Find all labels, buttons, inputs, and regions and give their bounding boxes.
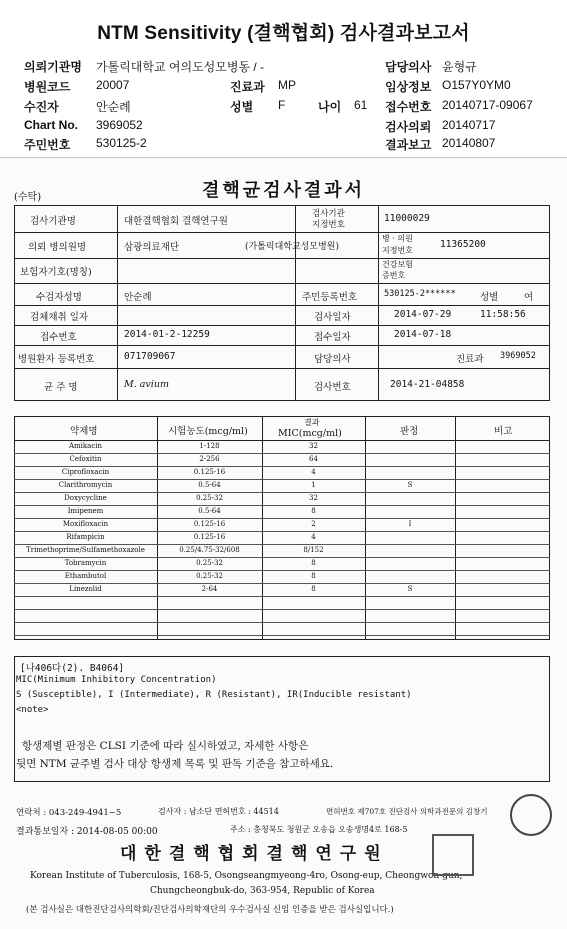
- label-test-date: 검사일자: [314, 312, 351, 323]
- value-dept: 3969052: [500, 351, 536, 361]
- value-test-date: 2014-07-29: [394, 309, 452, 320]
- receipt-mark: (수탁): [14, 192, 42, 203]
- label-dept: 진료과: [456, 354, 484, 365]
- header-label-age: 나이: [318, 100, 342, 114]
- label-health-2: 증번호: [382, 271, 406, 280]
- notes-line3: <note>: [16, 705, 49, 715]
- value-patient: 안순례: [124, 292, 152, 303]
- value-designated-no: 11000029: [384, 213, 430, 224]
- info-col-line: [117, 205, 118, 401]
- drug-row-line: [14, 570, 550, 571]
- header-label-report: 결과보고: [385, 138, 432, 152]
- header-label-rrn: 주민번호: [24, 138, 71, 152]
- header-value-chart: 3969052: [96, 118, 143, 132]
- drug-row-line: [14, 453, 550, 454]
- label-receipt-date: 접수일자: [314, 332, 351, 343]
- label-patient: 수검자성명: [36, 292, 82, 303]
- drug-row-line: [14, 557, 550, 558]
- drug-conc: 0.125-16: [193, 533, 226, 541]
- drug-conc: 0.25-32: [196, 494, 223, 502]
- header-value-code: 20007: [96, 78, 130, 92]
- drug-row-line: [14, 518, 550, 519]
- footer-notify-date: 결과통보일자 : 2014-08-05 00:00: [16, 827, 158, 837]
- drug-col-line: [365, 416, 366, 640]
- label-health-1: 건강보험: [382, 260, 413, 269]
- value-rrn: 530125-2******: [384, 289, 456, 299]
- drug-mic: 8: [311, 572, 316, 580]
- drug-mic: 8: [311, 585, 316, 593]
- drug-row-line: [14, 492, 550, 493]
- drug-mic: 32: [309, 442, 318, 450]
- header-label-patient: 수진자: [24, 100, 59, 114]
- value-req-hospital-sub: (가톨릭대학교성모병원): [245, 242, 339, 252]
- footer-address-en: Chungcheongbuk-do, 363-954, Republic of Korea: [150, 886, 375, 896]
- drug-name: Cefoxitin: [69, 455, 102, 463]
- label-insured: 보험자기호(명칭): [20, 267, 92, 278]
- value-species: M. avium: [124, 379, 169, 390]
- header-label-request: 검사의뢰: [385, 120, 432, 134]
- label-test-no: 검사번호: [314, 382, 351, 393]
- drug-row-line: [14, 635, 550, 636]
- label-designated-2: 지정번호: [312, 220, 345, 230]
- header-value-sex: F: [278, 98, 286, 112]
- notes-line2: S (Susceptible), I (Intermediate), R (Resistant), IR(Inducible resistant): [16, 690, 412, 700]
- info-grid: [14, 205, 550, 401]
- label-species: 균 주 명: [44, 382, 78, 393]
- drug-name: Ciprofloxacin: [61, 468, 110, 476]
- header-value-age: 61: [354, 98, 368, 112]
- info-row-line: [14, 368, 550, 369]
- header-value-doctor: 윤형규: [442, 60, 477, 74]
- notes-line5: 뒷면 NTM 균주별 검사 대상 항생제 목록 및 판독 기준을 참고하세요.: [16, 758, 334, 770]
- drug-row-line: [14, 596, 550, 597]
- notes-code: [나406다(2). B4064]: [20, 663, 125, 674]
- drug-row-line: [14, 466, 550, 467]
- drug-col-drug: 약제명: [70, 426, 98, 437]
- drug-name: Imipenem: [67, 507, 104, 515]
- drug-mic: 8: [311, 507, 316, 515]
- drug-name: Tobramycin: [64, 559, 107, 567]
- drug-conc: 2-64: [201, 585, 218, 593]
- form-title: 결핵균검사결과서: [201, 180, 366, 201]
- drug-col-mic-2: MIC(mcg/ml): [278, 428, 342, 439]
- drug-judge: S: [407, 481, 413, 489]
- drug-name: Moxifloxacin: [62, 520, 109, 528]
- footer-contact: 연락처 : 043-249-4941~5: [16, 808, 122, 818]
- info-col-line: [378, 205, 379, 401]
- drug-judge: S: [407, 585, 413, 593]
- drug-conc: 2-256: [199, 455, 220, 463]
- header-value-report: 20140807: [442, 136, 496, 150]
- label-designated-1: 검사기관: [312, 209, 345, 219]
- drug-mic: 2: [311, 520, 316, 528]
- header-label-code: 병원코드: [24, 80, 71, 94]
- footer-institute-en: Korean Institute of Tuberculosis, 168-5, Osongseangmyeong-4ro, Osong-eup, Cheongwon-gun,: [30, 871, 463, 881]
- drug-name: Rifampicin: [66, 533, 105, 541]
- drug-conc: 0.125-16: [193, 520, 226, 528]
- header-label-sex: 성별: [230, 100, 254, 114]
- drug-name: Doxycycline: [64, 494, 107, 502]
- label-doctor: 담당의사: [314, 354, 351, 365]
- info-row-line: [14, 305, 550, 306]
- drug-conc: 0.5-64: [198, 481, 221, 489]
- info-row-line: [14, 325, 550, 326]
- drug-row-line: [14, 479, 550, 480]
- header-value-dept: MP: [278, 78, 296, 92]
- drug-mic: 8/152: [303, 546, 324, 554]
- drug-name: Linezolid: [69, 585, 102, 593]
- header-info: [0, 0, 567, 160]
- drug-mic: 8: [311, 559, 316, 567]
- drug-row-line: [14, 622, 550, 623]
- report-title: NTM Sensitivity (결핵협회) 검사결과보고서: [97, 23, 470, 44]
- header-value-receipt: 20140717-09067: [442, 98, 533, 112]
- drug-mic: 4: [311, 468, 316, 476]
- footer-institute-ko: 대한결핵협회결핵연구원: [120, 844, 389, 864]
- value-receipt-no: 2014-01-2-12259: [124, 329, 210, 340]
- value-req-hospital: 삼광의료재단: [124, 242, 180, 253]
- drug-row-line: [14, 544, 550, 545]
- header-label-receipt: 접수번호: [385, 100, 432, 114]
- drug-name: Amikacin: [68, 442, 102, 450]
- notes-line4: 항생제별 판정은 CLSI 기준에 따라 실시하였고, 자세한 사항은: [22, 740, 309, 752]
- drug-name: Clarithromycin: [58, 481, 113, 489]
- seal-circle-stamp: [510, 794, 552, 836]
- value-sex: 여: [524, 292, 534, 303]
- value-receipt-date: 2014-07-18: [394, 329, 452, 340]
- header-label-chart: Chart No.: [24, 118, 78, 132]
- value-clinic-no: 11365200: [440, 239, 486, 250]
- label-req-hospital: 의뢰 병의원명: [28, 242, 87, 253]
- drug-name: Trimethoprime/Sulfamethoxazole: [26, 546, 145, 554]
- drug-conc: 0.5-64: [198, 507, 221, 515]
- info-row-line: [14, 258, 550, 259]
- header-value-rrn: 530125-2: [96, 136, 147, 150]
- drug-conc: 0.25-32: [196, 559, 223, 567]
- drug-mic: 32: [309, 494, 318, 502]
- value-test-time: 11:58:56: [480, 309, 526, 320]
- label-sex: 성별: [480, 292, 499, 303]
- footer-license: 면허번호 제707호 진단검사 의학과전문의 김창기: [326, 807, 488, 816]
- drug-mic: 64: [309, 455, 318, 463]
- footer-address: 주소 : 충청북도 청원군 오송읍 오송생명4로 168-5: [230, 825, 408, 834]
- drug-header-line: [14, 440, 550, 441]
- header-value-org: 가톨릭대학교 여의도성모병동 / -: [96, 60, 265, 74]
- drug-col-remark: 비고: [494, 426, 513, 437]
- label-collect: 검체채취 일자: [30, 312, 89, 323]
- header-label-dept: 진료과: [230, 80, 265, 94]
- header-label-doctor: 담당의사: [385, 60, 432, 74]
- footer-cert: (본 검사실은 대한진단검사의학회/진단검사의학재단의 우수검사실 신임 인증을 받은 검사실입니다.): [26, 905, 394, 915]
- label-hosp-reg: 병원환자 등록번호: [18, 354, 95, 365]
- footer-inspector: 검사자 : 남소단 면허번호 : 44514: [158, 807, 279, 816]
- drug-col-judge: 판정: [400, 426, 419, 437]
- drug-col-mic-1: 결과: [304, 418, 320, 427]
- header-value-request: 20140717: [442, 118, 496, 132]
- drug-row-line: [14, 583, 550, 584]
- info-col-line: [295, 205, 296, 401]
- header-value-patient: 안순례: [96, 100, 131, 114]
- value-test-no: 2014-21-04858: [390, 379, 465, 390]
- header-label-org: 의뢰기관명: [24, 60, 82, 74]
- label-rrn: 주민등록번호: [302, 292, 358, 303]
- drug-name: Ethambutol: [64, 572, 107, 580]
- seal-square-stamp: [432, 834, 474, 876]
- label-clinic-no-2: 지정번호: [382, 246, 413, 255]
- info-row-line: [14, 283, 550, 284]
- drug-mic: 4: [311, 533, 316, 541]
- drug-conc: 0.25/4.75-32/608: [179, 546, 240, 554]
- drug-row-line: [14, 531, 550, 532]
- info-row-line: [14, 345, 550, 346]
- drug-conc: 0.25-32: [196, 572, 223, 580]
- value-inspect-org: 대한결핵협회 결핵연구원: [124, 216, 228, 227]
- label-inspect-org: 검사기관명: [30, 216, 76, 227]
- header-value-clinical: O157Y0YM0: [442, 78, 511, 92]
- drug-row-line: [14, 505, 550, 506]
- drug-row-line: [14, 609, 550, 610]
- drug-conc: 1-128: [199, 442, 220, 450]
- drug-conc: 0.125-16: [193, 468, 226, 476]
- drug-col-line: [455, 416, 456, 640]
- scanned-form: [0, 158, 567, 929]
- drug-mic: 1: [311, 481, 316, 489]
- info-row-line: [14, 232, 550, 233]
- value-hosp-reg: 071709067: [124, 351, 176, 362]
- label-clinic-no-1: 병 · 의원: [382, 234, 413, 243]
- header-label-clinical: 임상정보: [385, 80, 432, 94]
- drug-col-conc: 시험농도(mcg/ml): [168, 426, 248, 437]
- label-receipt-no: 접수번호: [40, 332, 77, 343]
- drug-judge: I: [408, 520, 412, 528]
- notes-line1: MIC(Minimum Inhibitory Concentration): [16, 675, 217, 685]
